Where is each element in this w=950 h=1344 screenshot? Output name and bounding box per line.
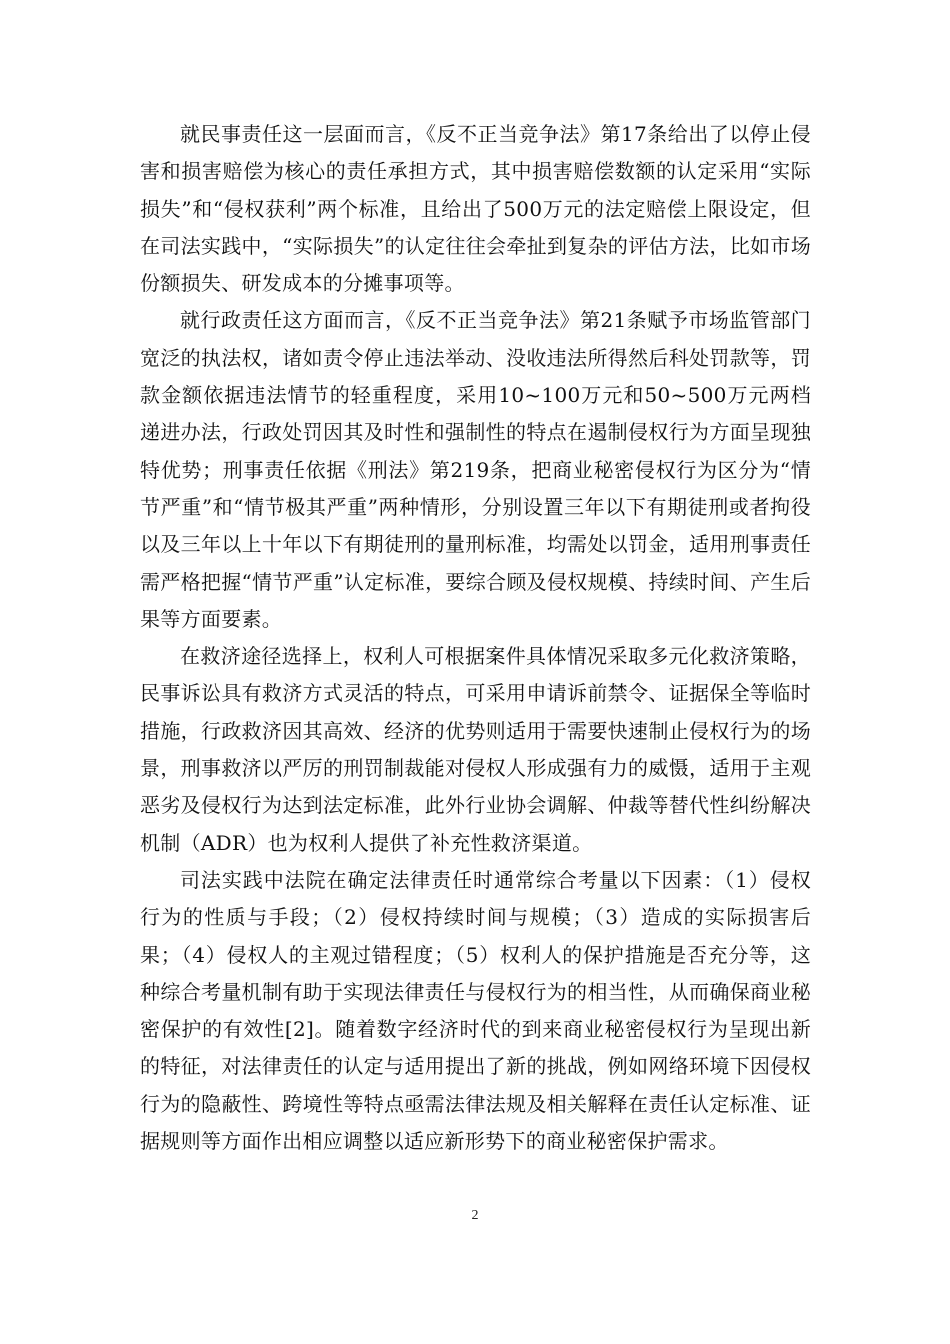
paragraph-civil-liability: 就民事责任这一层面而言，《反不正当竞争法》第17条给出了以停止侵害和损害赔偿为核心的责任承担方式，其中损害赔偿数额的认定采用“实际损失”和“侵权获利”两个标准，且给出了500万元的法定赔偿上限设定，但在司法实践中，“实际损失”的认定往往会牵扯到复杂的评估方法，比如市场份额损失、研发成本的分摊事项等。 (140, 122, 811, 296)
paragraph-administrative-criminal-liability: 就行政责任这方面而言，《反不正当竞争法》第21条赋予市场监管部门宽泛的执法权，诸如责令停止违法举动、没收违法所得然后科处罚款等，罚款金额依据违法情节的轻重程度，采用10~100万元和50~500万元两档递进办法，行政处罚因其及时性和强制性的特点在遏制侵权行为方面呈现独特优势；刑事责任依据《刑法》第219条，把商业秘密侵权行为区分为“情节严重”和“情节极其严重”两种情形，分别设置三年以下有期徒刑或者拘役以及三年以上十年以下有期徒刑的量刑标准，均需处以罚金，适用刑事责任需严格把握“情节严重”认定标准，要综合顾及侵权规模、持续时间、产生后果等方面要素。 (140, 308, 811, 631)
body-text (140, 116, 811, 1160)
paragraph-remedy-channels: 在救济途径选择上，权利人可根据案件具体情况采取多元化救济策略，民事诉讼具有救济方式灵活的特点，可采用申请诉前禁令、证据保全等临时措施，行政救济因其高效、经济的优势则适用于需要快速制止侵权行为的场景，刑事救济以严厉的刑罚制裁能对侵权人形成强有力的威慑，适用于主观恶劣及侵权行为达到法定标准，此外行业协会调解、仲裁等替代性纠纷解决机制（ADR）也为权利人提供了补充性救济渠道。 (140, 644, 811, 855)
paragraph-judicial-factors: 司法实践中法院在确定法律责任时通常综合考量以下因素：（1）侵权行为的性质与手段；（2）侵权持续时间与规模；（3）造成的实际损害后果；（4）侵权人的主观过错程度；（5）权利人的保护措施是否充分等，这种综合考量机制有助于实现法律责任与侵权行为的相当性，从而确保商业秘密保护的有效性[2]。随着数字经济时代的到来商业秘密侵权行为呈现出新的特征，对法律责任的认定与适用提出了新的挑战，例如网络环境下因侵权行为的隐蔽性、跨境性等特点亟需法律法规及相关解释在责任认定标准、证据规则等方面作出相应调整以适应新形势下的商业秘密保护需求。 (140, 867, 811, 1154)
page-number: 2 (471, 1208, 479, 1223)
